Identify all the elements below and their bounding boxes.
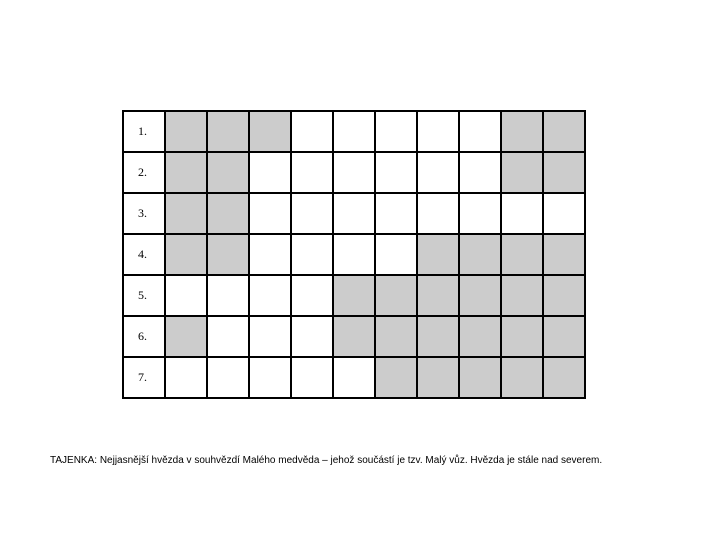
tajenka-clue: TAJENKA: Nejjasnější hvězda v souhvězdí Malého medvěda – jehož součástí je tzv. Malý vůz. Hvězda je stále nad severem. [50,455,603,466]
shaded-cell [375,316,417,357]
crossword-body [123,111,585,398]
answer-cell[interactable] [291,357,333,398]
row-number: 2. [123,152,165,193]
answer-cell[interactable] [291,275,333,316]
shaded-cell [333,275,375,316]
shaded-cell [165,193,207,234]
shaded-cell [501,275,543,316]
shaded-cell [375,275,417,316]
answer-cell[interactable] [375,152,417,193]
answer-cell[interactable] [333,152,375,193]
answer-cell[interactable] [165,357,207,398]
answer-cell[interactable] [501,193,543,234]
shaded-cell [165,234,207,275]
answer-cell[interactable] [459,111,501,152]
answer-cell[interactable] [375,234,417,275]
shaded-cell [333,316,375,357]
shaded-cell [501,111,543,152]
row-number: 7. [123,357,165,398]
answer-cell[interactable] [249,275,291,316]
crossword-row-6 [123,316,585,357]
shaded-cell [543,275,585,316]
answer-cell[interactable] [249,316,291,357]
crossword-row-1 [123,111,585,152]
shaded-cell [459,275,501,316]
answer-cell[interactable] [291,111,333,152]
shaded-cell [501,234,543,275]
answer-cell[interactable] [417,152,459,193]
row-number: 5. [123,275,165,316]
answer-cell[interactable] [375,111,417,152]
shaded-cell [207,111,249,152]
answer-cell[interactable] [249,193,291,234]
answer-cell[interactable] [207,275,249,316]
shaded-cell [207,152,249,193]
row-number: 1. [123,111,165,152]
answer-cell[interactable] [333,111,375,152]
shaded-cell [459,316,501,357]
shaded-cell [543,357,585,398]
shaded-cell [417,357,459,398]
answer-cell[interactable] [165,275,207,316]
answer-cell[interactable] [291,234,333,275]
shaded-cell [207,234,249,275]
shaded-cell [501,357,543,398]
answer-cell[interactable] [543,193,585,234]
shaded-cell [165,111,207,152]
answer-cell[interactable] [249,152,291,193]
shaded-cell [165,316,207,357]
answer-cell[interactable] [249,234,291,275]
shaded-cell [501,316,543,357]
crossword-row-3 [123,193,585,234]
shaded-cell [543,152,585,193]
shaded-cell [543,234,585,275]
crossword-row-4 [123,234,585,275]
shaded-cell [501,152,543,193]
answer-cell[interactable] [291,193,333,234]
shaded-cell [459,357,501,398]
answer-cell[interactable] [375,193,417,234]
shaded-cell [417,275,459,316]
shaded-cell [165,152,207,193]
answer-cell[interactable] [207,357,249,398]
answer-cell[interactable] [333,193,375,234]
shaded-cell [417,316,459,357]
answer-cell[interactable] [207,316,249,357]
crossword-row-5 [123,275,585,316]
shaded-cell [459,234,501,275]
answer-cell[interactable] [291,316,333,357]
answer-cell[interactable] [291,152,333,193]
row-number: 3. [123,193,165,234]
shaded-cell [417,234,459,275]
answer-cell[interactable] [417,111,459,152]
row-number: 6. [123,316,165,357]
shaded-cell [543,111,585,152]
row-number: 4. [123,234,165,275]
crossword-row-2 [123,152,585,193]
shaded-cell [543,316,585,357]
answer-cell[interactable] [417,193,459,234]
answer-cell[interactable] [333,234,375,275]
crossword-grid [122,110,586,399]
answer-cell[interactable] [249,357,291,398]
shaded-cell [375,357,417,398]
shaded-cell [249,111,291,152]
answer-cell[interactable] [333,357,375,398]
answer-cell[interactable] [459,193,501,234]
crossword-row-7 [123,357,585,398]
shaded-cell [207,193,249,234]
answer-cell[interactable] [459,152,501,193]
